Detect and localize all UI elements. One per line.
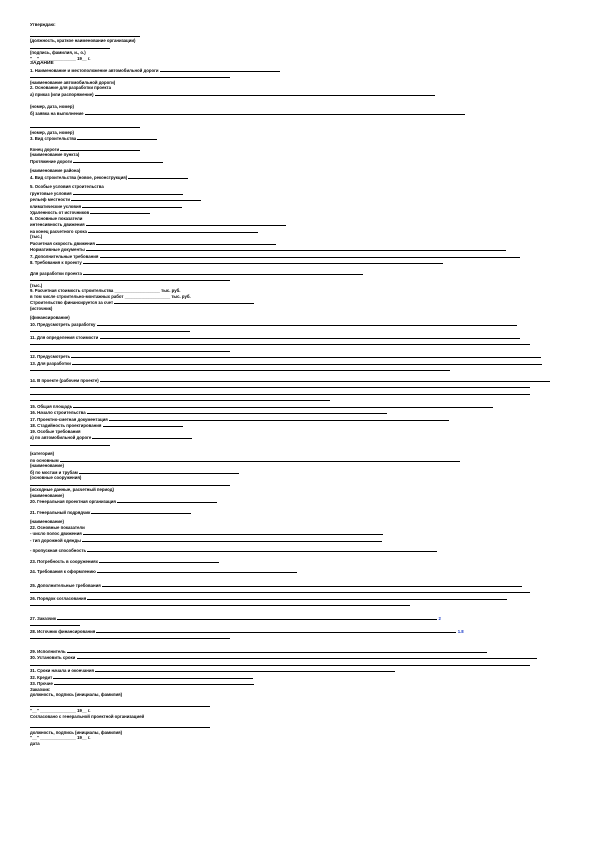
agreed-sign: должность, подпись (инициалы, фамилия)	[30, 729, 123, 735]
item-33: 33. Прочие	[30, 680, 570, 687]
item-1-caption: (наименование автомобильной дороги)	[30, 79, 116, 85]
item-2: 2. Основание для разработки проекта	[30, 85, 112, 90]
date-label: дата	[30, 740, 40, 746]
traffic-end: на конец расчетного срока	[30, 228, 570, 235]
road-length: Протяжение дороги	[30, 158, 570, 165]
item-22: 22. Основные показатели	[30, 524, 85, 530]
approver-sign-label: (подпись, фамилия, и., о.)	[30, 50, 86, 55]
region-caption: (наименование района)	[30, 168, 81, 173]
item-10: 10. Предусмотреть разработку	[30, 321, 570, 328]
remoteness: Удаленность от источников	[30, 209, 570, 216]
soil-conditions: грунтовые условия	[30, 190, 570, 197]
agreed-date: "__" _______________ 19__ г.	[30, 735, 91, 740]
item-14: 14. В проекте (рабочем проекте)	[30, 377, 570, 384]
item-22-capacity: - пропускная способность	[30, 547, 570, 554]
ref-link-1[interactable]: 2	[438, 615, 441, 621]
item-18: 18. Стадийность проектирования	[30, 422, 570, 429]
item-24: 24. Требования к оформлению	[30, 568, 570, 575]
climate: климатические условия	[30, 203, 570, 210]
item-19a-caption-2: (наименование)	[30, 463, 64, 468]
item-26: 26. Порядок согласования	[30, 595, 570, 602]
item-19a-main: по основным	[30, 457, 570, 464]
item-20: 20. Генеральная проектная организация	[30, 498, 570, 505]
document-page	[30, 22, 570, 746]
item-30: 30. Установить сроки	[30, 654, 570, 661]
item-19: 19. Особые требования	[30, 428, 81, 434]
item-21-caption: (наименование)	[30, 519, 64, 524]
item-6: 6. Основные показатели	[30, 215, 83, 221]
item-19a: а) по автомобильной дороге	[30, 434, 570, 441]
item-2a-caption: (номер, дата, номер)	[30, 104, 74, 109]
item-17: 17. Проектно-сметная документация	[30, 416, 570, 423]
item-32: 32. Кредит	[30, 674, 570, 681]
item-28: 28. Источник финансирования 1.8	[30, 628, 464, 634]
item-16: 16. Начало строительства	[30, 409, 570, 416]
approve-label: Утверждаю:	[30, 22, 56, 27]
item-7: 7. Дополнительные требования	[30, 253, 570, 260]
approve-date: "__" _______________ 19__ г.	[30, 55, 91, 61]
relief: рельеф местности	[30, 196, 570, 203]
item-1: 1. Наименование и местоположение автомобильной дороги	[30, 67, 570, 74]
item-11: 11. Для определения стоимости	[30, 334, 570, 341]
item-19b-caption-2: (исходные данные, расчетный период)	[30, 487, 114, 492]
customer-label: Заказчик:	[30, 686, 51, 692]
item-2b: б) заявка на выполнение	[30, 110, 570, 117]
item-21: 21. Генеральный подрядчик	[30, 509, 570, 516]
customer-sign: должность, подпись (инициалы, фамилия)	[30, 692, 123, 697]
item-19b-caption: (основные сооружения)	[30, 475, 82, 480]
item-19b-caption-3: (наименование)	[30, 492, 64, 498]
item-15: 15. Общая площадь	[30, 403, 570, 410]
road-end-caption: (наименование пункта)	[30, 152, 80, 157]
traffic: интенсивность движения	[30, 221, 570, 228]
item-13: 13. Для разработки	[30, 360, 570, 367]
item-12: 12. Предусмотреть	[30, 353, 570, 360]
norms: Нормативные документы	[30, 246, 570, 253]
design-base-unit: (тыс.)	[30, 282, 43, 288]
item-3: 3. Вид строительства	[30, 135, 570, 142]
financing-caption: (финансирование)	[30, 315, 70, 320]
item-25: 25. Дополнительные требования	[30, 582, 570, 589]
document-title: ЗАДАНИЕ	[30, 61, 54, 66]
design-base: Для разработки проекта	[30, 270, 570, 277]
item-23: 23. Потребность в сооружениях	[30, 558, 570, 565]
item-8: 8. Требования к проекту	[30, 259, 570, 266]
financing: Строительство финансируется за счет	[30, 299, 570, 306]
approver-org-label: (должность, краткое наименование организации)	[30, 38, 136, 43]
speed: Расчетная скорость движения	[30, 240, 570, 247]
item-19a-caption: (категория)	[30, 451, 55, 456]
agreed-label: Согласовано с генеральной проектной организацией	[30, 713, 145, 719]
ref-link-2[interactable]: 1.8	[457, 628, 464, 634]
item-29: 29. Исполнитель	[30, 648, 570, 655]
customer-date: "__" _______________ 19__ г.	[30, 708, 91, 713]
road-end: Конец дороги	[30, 146, 570, 153]
item-19b: б) по мостам и трубам	[30, 469, 570, 476]
item-2b-caption: (номер, дата, номер)	[30, 129, 74, 135]
item-9-smr: в том числе строительно-монтажных работ ___________________ тыс. руб.	[30, 293, 191, 299]
item-31: 31. Сроки начала и окончания	[30, 667, 570, 674]
item-4: 4. Вид строительства (новое, реконструкция)	[30, 174, 570, 181]
item-27: 27. Заказчик 2	[30, 615, 441, 621]
item-22-lanes: - число полос движения	[30, 530, 570, 537]
item-2a: а) приказ (или распоряжение)	[30, 91, 570, 98]
item-22-pavement: - тип дорожной одежды	[30, 537, 570, 544]
item-9: 9. Расчетная стоимость строительства ___________________ тыс. руб.	[30, 288, 181, 293]
traffic-unit: (тыс.)	[30, 234, 43, 239]
item-5: 5. Особые условия строительства	[30, 184, 104, 189]
financing-source: (источник)	[30, 305, 53, 311]
